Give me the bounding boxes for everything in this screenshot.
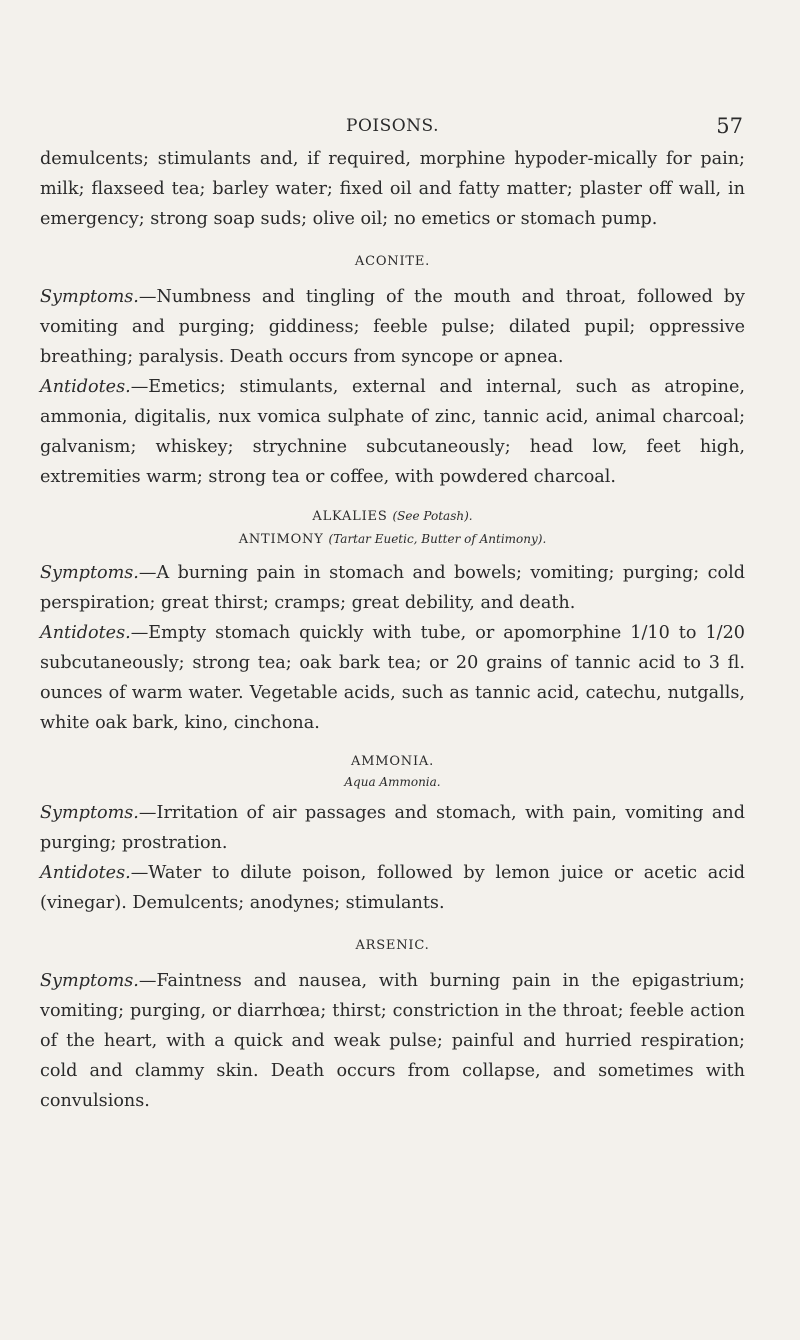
symptoms-text: —Numbness and tingling of the mouth and throat, followed by vomiting and purging; giddiness; feeble pulse; dilated pupil; oppressive breathing; paralysis. Death occurs from syncope or apnea. [40,287,745,367]
antimony-antidotes [40,618,745,738]
symptoms-text: —A burning pain in stomach and bowels; vomiting; purging; cold perspiration; great thirst; cramps; great debility, and death. [40,563,745,613]
intro-text: demulcents; stimulants and, if required, morphine hypoder-mically for pain; milk; flaxseed tea; barley water; fixed oil and fatty matter; plaster off wall, in emergency; strong soap suds; olive oil; no emetics or stomach pump. [40,149,745,229]
symptoms-label: Symptoms. [40,803,139,823]
ammonia-heading: AMMONIA. [350,754,435,769]
page-body [40,144,745,1116]
symptoms-label: Symptoms. [40,563,139,583]
aconite-heading: ACONITE. [354,254,431,269]
antimony-note: (Tartar Euetic, Butter of Antimony). [328,532,547,546]
antidotes-text: —Empty stomach quickly with tube, or apomorphine 1/10 to 1/20 subcutaneously; strong tea; oak bark tea; or 20 grains of tannic acid to 3 fl. ounces of warm water. Vegetable acids, such as tannic acid, catechu, nutgalls, white oak bark, kino, cinchona. [40,623,745,733]
ammonia-antidotes [40,858,745,918]
symptoms-label: Symptoms. [40,971,139,991]
symptoms-text: —Irritation of air passages and stomach, with pain, vomiting and purging; prostration. [40,803,745,853]
symptoms-text: —Faintness and nausea, with burning pain in the epigastrium; vomiting; purging, or diarrhœa; thirst; constriction in the throat; feeble action of the heart, with a quick and weak pulse; painful and hurried respiration; cold and clammy skin. Death occurs from collapse, and sometimes with convulsions. [40,971,745,1111]
running-head [40,112,745,142]
antidotes-text: —Water to dilute poison, followed by lemon juice or acetic acid (vinegar). Demulcents; anodynes; stimulants. [40,863,745,913]
antimony-title: ANTIMONY [238,532,324,547]
antidotes-label: Antidotes. [40,377,131,397]
antimony-heading [40,529,745,550]
antimony-symptoms [40,558,745,618]
aconite-antidotes [40,372,745,492]
alkalies-note: (See Potash). [392,509,473,523]
alkalies-title: ALKALIES [312,509,388,524]
alkalies-heading [40,506,745,527]
page-number: 57 [716,114,743,138]
ammonia-subheading: Aqua Ammonia. [344,775,441,789]
arsenic-heading: ARSENIC. [355,938,430,953]
running-title: POISONS. [346,116,439,136]
symptoms-label: Symptoms. [40,287,139,307]
antidotes-text: —Emetics; stimulants, external and internal, such as atropine, ammonia, digitalis, nux vomica sulphate of zinc, tannic acid, animal charcoal; galvanism; whiskey; strychnine subcutaneously; head low, feet high, extremities warm; strong tea or coffee, with powdered charcoal. [40,377,745,487]
arsenic-symptoms [40,966,745,1116]
book-page [40,0,745,1340]
intro-paragraph [40,144,745,234]
antidotes-label: Antidotes. [40,863,131,883]
antidotes-label: Antidotes. [40,623,131,643]
ammonia-symptoms [40,798,745,858]
aconite-symptoms [40,282,745,372]
